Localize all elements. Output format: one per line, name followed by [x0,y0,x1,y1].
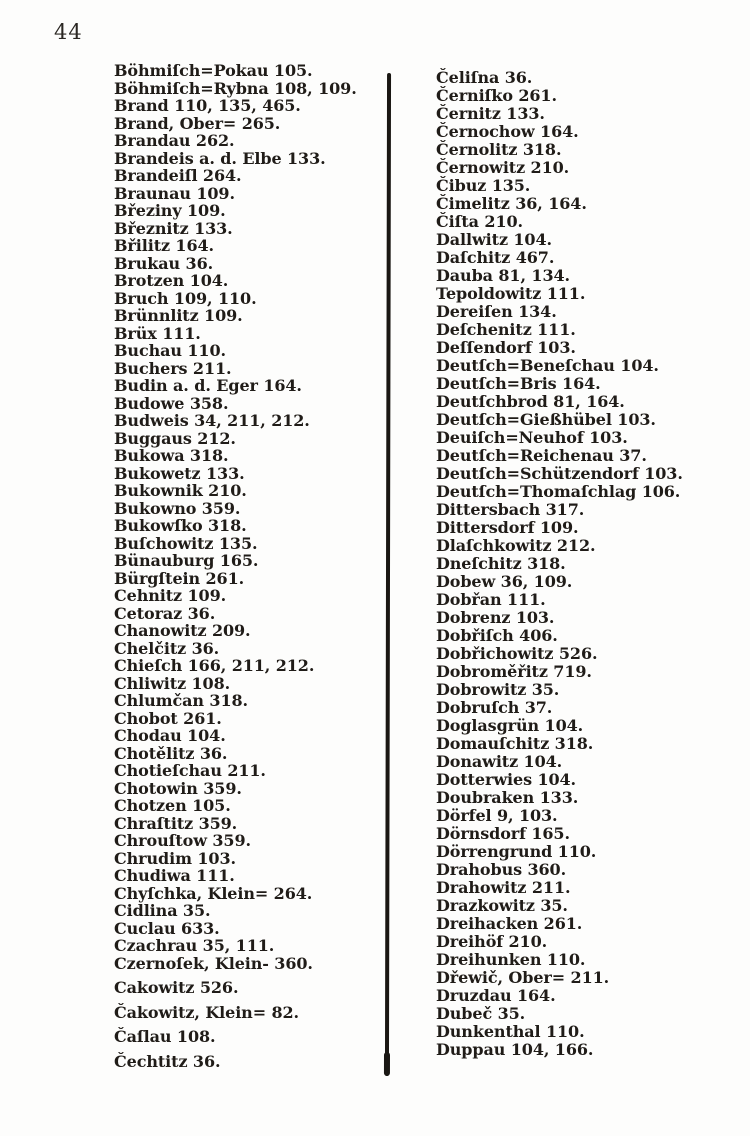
index-entry: Cetoraz 36. [114,603,216,623]
index-entry: Dřewič, Ober= 211. [436,968,610,987]
index-entry: Bürgſtein 261. [114,568,245,588]
index-entry: Cuclau 633. [114,918,220,938]
index-entry: Deutſch=Gießhübel 103. [436,410,656,429]
index-entry: Chelčitz 36. [114,638,220,658]
index-entry: Bukowno 359. [114,498,241,518]
index-entry: Bukowa 318. [114,446,229,465]
index-entry: Chliwitz 108. [114,673,231,693]
index-entry: Tepoldowitz 111. [436,284,586,303]
page-number: 44 [54,20,83,44]
index-entry: Brünnlitz 109. [114,306,243,325]
index-entry: Brand 110, 135, 465. [114,96,301,115]
index-entry: Cakowitz 526. [114,978,239,997]
index-entry: Dobřichowitz 526. [436,644,598,663]
index-entry: Dallwitz 104. [436,230,552,249]
index-entry: Budweis 34, 211, 212. [114,411,310,430]
index-entry: Černolitz 318. [436,140,562,159]
index-entry: Břilitz 164. [114,236,215,255]
index-entry: Buggaus 212. [114,428,236,448]
index-entry: Bruch 109, 110. [114,288,257,308]
index-entry: Brandeiſl 264. [114,166,242,185]
index-entry: Deutſch=Beneſchau 104. [436,356,659,375]
index-entry: Budowe 358. [114,393,229,413]
index-entry: Chlumčan 318. [114,691,248,710]
index-entry: Braunau 109. [114,183,235,203]
index-entry: Dereiſen 134. [436,302,557,321]
index-entry: Cehnitz 109. [114,586,227,605]
index-entry: Böhmiſch=Pokau 105. [114,61,313,80]
index-column-left [114,62,357,1070]
index-entry: Brotzen 104. [114,271,229,290]
index-entry: Březiny 109. [114,201,226,220]
index-entry: Deutſch=Schützendorf 103. [436,464,683,483]
index-entry: Čiſta 210. [436,212,523,231]
index-entry: Buſchowitz 135. [114,533,258,553]
index-entry: Domauſchitz 318. [436,734,594,753]
index-entry: Deſchenitz 111. [436,320,576,339]
index-entry: Bukowetz 133. [114,463,245,483]
index-entry: Čeliſna 36. [436,68,533,87]
index-entry: Dotterwies 104. [436,770,577,789]
index-entry: Dobew 36, 109. [436,572,573,591]
index-entry: Dobrowitz 35. [436,680,560,699]
index-entry: Dittersbach 317. [436,500,585,519]
index-entry: Chanowitz 209. [114,621,251,640]
index-entry: Dreihacken 261. [436,914,583,933]
index-entry: Dunkenthal 110. [436,1022,585,1041]
index-entry: Doglasgrün 104. [436,716,584,735]
index-entry: Chotieſchau 211. [114,761,266,780]
index-entry: Černitz 133. [436,104,545,123]
index-entry: Drahobus 360. [436,860,567,879]
index-entry: Deuiſch=Neuhof 103. [436,428,628,447]
index-entry: Chotowin 359. [114,778,242,798]
index-entry: Dreihunken 110. [436,950,586,969]
index-entry: Bukownik 210. [114,481,247,500]
index-entry: Chrudim 103. [114,848,236,868]
index-entry: Deutſch=Thomaſchlag 106. [436,482,681,501]
index-entry: Böhmiſch=Rybna 108, 109. [114,78,357,98]
index-entry: Dobroměřitz 719. [436,662,592,681]
index-entry: Bünauburg 165. [114,551,259,570]
index-entry: Brandau 262. [114,131,235,150]
index-entry: Čechtitz 36. [114,1051,221,1071]
index-entry: Deutſch=Reichenau 37. [436,446,647,465]
index-entry: Březnitz 133. [114,218,233,238]
index-entry: Dobřan 111. [436,590,546,609]
index-entry: Drazkowitz 35. [436,896,568,915]
index-entry: Černochow 164. [436,122,579,141]
index-entry: Cidlina 35. [114,901,211,920]
index-entry: Deſſendorf 103. [436,338,576,357]
index-entry: Deutſch=Bris 164. [436,374,601,393]
index-entry: Černiſko 261. [436,86,557,105]
index-entry: Druzdau 164. [436,986,556,1005]
index-entry: Dlaſchkowitz 212. [436,536,596,555]
index-entry: Deutſchbrod 81, 164. [436,392,625,411]
index-entry: Buchau 110. [114,341,226,360]
index-entry: Bukowſko 318. [114,516,247,535]
index-entry: Černowitz 210. [436,158,570,177]
index-entry: Čimelitz 36, 164. [436,194,587,213]
index-entry: Duppau 104, 166. [436,1040,594,1059]
index-entry: Brandeis a. d. Elbe 133. [114,148,326,168]
index-entry: Doubraken 133. [436,788,579,807]
index-entry: Čaſlau 108. [114,1027,216,1046]
index-entry: Budin a. d. Eger 164. [114,376,302,395]
index-entry: Dittersdorf 109. [436,518,579,537]
index-entry: Chieſch 166, 211, 212. [114,656,315,675]
index-entry: Czachrau 35, 111. [114,936,275,955]
index-entry: Brukau 36. [114,253,214,273]
index-entry: Dobrenz 103. [436,608,555,627]
index-entry: Chyſchka, Klein= 264. [114,883,313,903]
index-column-right [436,69,683,1059]
index-entry: Chobot 261. [114,708,222,728]
index-entry: Chotělitz 36. [114,743,228,763]
index-entry: Brand, Ober= 265. [114,113,281,133]
column-divider-rule [385,73,391,1076]
index-entry: Buchers 211. [114,358,232,378]
index-entry: Dauba 81, 134. [436,266,570,285]
index-entry: Drahowitz 211. [436,878,571,897]
index-entry: Dneſchitz 318. [436,554,566,573]
index-entry: Donawitz 104. [436,752,563,771]
index-entry: Dobruſch 37. [436,698,553,717]
index-entry: Daſchitz 467. [436,248,555,267]
index-entry: Czernoſek, Klein- 360. [114,953,313,973]
index-entry: Chraſtitz 359. [114,813,238,833]
index-entry: Chrouſtow 359. [114,831,251,850]
index-entry: Chodau 104. [114,726,226,745]
index-entry: Chotzen 105. [114,796,231,815]
index-entry: Dobřiſch 406. [436,626,558,645]
index-entry: Čibuz 135. [436,176,531,195]
index-entry: Dörnsdorf 165. [436,824,570,843]
index-entry: Čakowitz, Klein= 82. [114,1002,300,1022]
index-entry: Dubeč 35. [436,1004,526,1023]
index-entry: Brüx 111. [114,323,201,343]
index-entry: Dreihöf 210. [436,932,548,951]
index-entry: Dörfel 9, 103. [436,806,558,825]
index-entry: Chudiwa 111. [114,866,235,885]
index-entry: Dörrengrund 110. [436,842,597,861]
